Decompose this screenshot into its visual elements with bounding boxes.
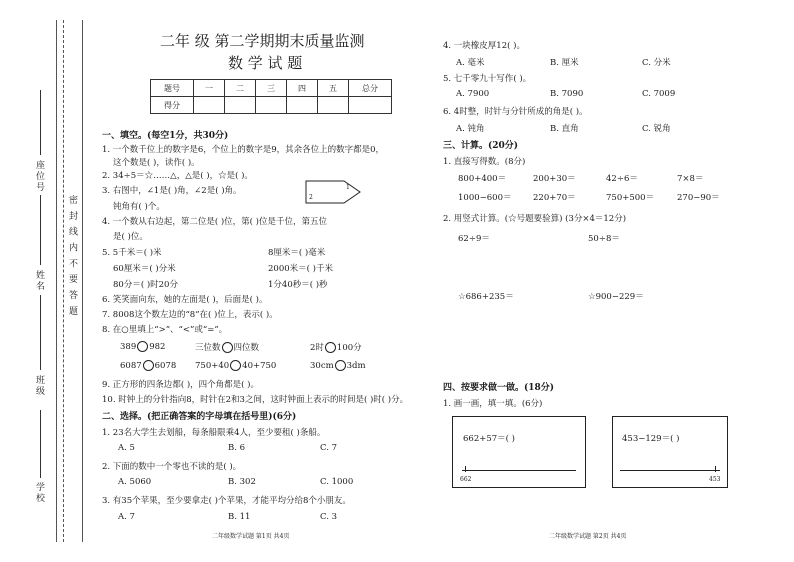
score-input-cell[interactable] bbox=[349, 97, 392, 114]
compare-circle[interactable] bbox=[325, 342, 336, 353]
score-cell: 三 bbox=[256, 80, 287, 97]
choice-4-option[interactable]: C. 分米 bbox=[642, 58, 671, 68]
name-line[interactable] bbox=[40, 195, 41, 265]
score-cell: 一 bbox=[194, 80, 225, 97]
score-cell: 二 bbox=[225, 80, 256, 97]
question-4b: 是( )位。 bbox=[113, 232, 148, 242]
compare-right: 40+750 bbox=[242, 361, 277, 371]
choice-5-option[interactable]: C. 7009 bbox=[642, 89, 676, 99]
box1-mark: 662 bbox=[460, 476, 472, 483]
choice-4-option[interactable]: B. 厘米 bbox=[550, 58, 579, 68]
compare-circle[interactable] bbox=[137, 341, 148, 352]
compare-left: 三位数 bbox=[195, 343, 221, 353]
calc-item[interactable]: 220+70＝ bbox=[533, 193, 576, 203]
box1-expression: 662+57＝( ) bbox=[463, 434, 515, 444]
choice-1: 1. 23名大学生去划船，每条船限乘4人，至少要租( )条船。 bbox=[102, 428, 326, 438]
choice-4-option[interactable]: A. 毫米 bbox=[456, 58, 485, 68]
compare-circle[interactable] bbox=[230, 360, 241, 371]
score-input-cell[interactable] bbox=[225, 97, 256, 114]
binding-line-outer bbox=[56, 20, 57, 542]
question-1a: 1. 一个数千位上的数字是6，个位上的数字是9，其余各位上的数字都是0， bbox=[102, 145, 385, 155]
choice-6-option[interactable]: B. 直角 bbox=[550, 124, 579, 134]
calc-item[interactable]: 270−90＝ bbox=[677, 193, 720, 203]
question-5-r2a: 60厘米＝( )分米 bbox=[113, 264, 176, 274]
binding-line-dashed bbox=[63, 20, 64, 542]
choice-1-option[interactable]: C. 7 bbox=[320, 443, 338, 453]
vertical-calc-item[interactable]: ☆900−229＝ bbox=[588, 292, 644, 302]
vertical-calc-item[interactable]: 50÷8＝ bbox=[588, 234, 620, 244]
page-footer-left: 二年级数学试题 第1页 共4页 bbox=[212, 533, 290, 540]
class-label: 班级 bbox=[34, 375, 44, 397]
compare-right: 6078 bbox=[154, 361, 177, 371]
compare-circle[interactable] bbox=[335, 360, 346, 371]
school-label: 学校 bbox=[34, 482, 44, 504]
question-3b: 钝角有( )个。 bbox=[113, 202, 165, 212]
score-cell: 四 bbox=[287, 80, 318, 97]
choice-1-option[interactable]: B. 6 bbox=[228, 443, 246, 453]
compare-right: 100分 bbox=[336, 343, 362, 353]
choice-2: 2. 下面的数中一个零也不读的是( )。 bbox=[102, 462, 242, 472]
question-1b: 这个数是( )，读作( )。 bbox=[113, 158, 200, 168]
angle-label-2: 2 bbox=[309, 194, 313, 201]
compare-item bbox=[195, 341, 259, 353]
question-6: 6. 笑笑面向东，她的左面是( )，后面是( )。 bbox=[102, 295, 268, 305]
compare-item bbox=[120, 360, 176, 371]
calc-item[interactable]: 42÷6＝ bbox=[606, 174, 638, 184]
name-label: 姓名 bbox=[34, 270, 44, 292]
score-table-header-row bbox=[151, 80, 392, 97]
compare-item bbox=[310, 341, 362, 353]
score-input-cell[interactable] bbox=[256, 97, 287, 114]
score-cell: 得分 bbox=[151, 97, 194, 114]
compare-right: 四位数 bbox=[233, 343, 260, 353]
question-5-r3b: 1分40秒＝( )秒 bbox=[268, 280, 328, 290]
compare-item bbox=[195, 360, 276, 371]
compare-left: 750+40 bbox=[195, 361, 230, 371]
choice-1-option[interactable]: A. 5 bbox=[118, 443, 135, 453]
choice-6-option[interactable]: C. 锐角 bbox=[642, 124, 671, 134]
calc-item[interactable]: 800+400＝ bbox=[458, 174, 507, 184]
question-3a: 3. 右图中，∠1是( )角，∠2是( )角。 bbox=[102, 186, 242, 196]
compare-item bbox=[120, 341, 165, 352]
number-line-1 bbox=[462, 470, 576, 471]
choice-6-option[interactable]: A. 钝角 bbox=[456, 124, 485, 134]
compare-circle[interactable] bbox=[222, 342, 233, 353]
page-footer-right: 二年级数学试题 第2页 共4页 bbox=[549, 533, 627, 540]
section1-title: 一、填空。(每空1分，共30分) bbox=[102, 131, 229, 141]
question-5-r3a: 80分＝( )时20分 bbox=[113, 280, 178, 290]
number-line-2 bbox=[620, 470, 720, 471]
choice-3-option[interactable]: B. 11 bbox=[228, 512, 251, 522]
question-4a: 4. 一个数从右边起，第二位是( )位，第( )位是千位，第五位 bbox=[102, 217, 327, 227]
compare-item bbox=[310, 360, 366, 371]
score-cell: 五 bbox=[318, 80, 349, 97]
score-input-cell[interactable] bbox=[194, 97, 225, 114]
calc-item[interactable]: 750+500＝ bbox=[606, 193, 655, 203]
score-table bbox=[150, 79, 392, 114]
section2-title: 二、选择。(把正确答案的字母填在括号里)(6分) bbox=[102, 412, 297, 422]
compare-right: 982 bbox=[149, 342, 166, 352]
question-10: 10. 时钟上的分针指向8，时针在2和3之间，这时钟面上表示的时间是( )时( )分。 bbox=[102, 395, 409, 405]
exam-title: 二年 级 第二学期期末质量监测 bbox=[160, 32, 365, 50]
seal-text: 密 封 线 内 不 要 答 题 bbox=[67, 195, 77, 318]
choice-4: 4. 一块橡皮厚12( )。 bbox=[443, 41, 525, 51]
choice-6: 6. 4时整，时针与分针所成的角是( )。 bbox=[443, 107, 588, 117]
compare-left: 6087 bbox=[120, 361, 142, 371]
class-line[interactable] bbox=[40, 295, 41, 370]
box2-expression: 453−129＝( ) bbox=[622, 434, 680, 444]
choice-3-option[interactable]: C. 3 bbox=[320, 512, 338, 522]
question-5-r1b: 8厘米＝( )毫米 bbox=[268, 248, 326, 258]
calc-item[interactable]: 7×8＝ bbox=[677, 174, 704, 184]
compare-left: 389 bbox=[120, 342, 137, 352]
draw-title: 1. 画一画，填一填。(6分) bbox=[443, 399, 543, 409]
question-5-r1a: 5. 5千米＝( )米 bbox=[102, 248, 162, 258]
compare-left: 30cm bbox=[310, 361, 334, 371]
choice-3: 3. 有35个苹果，至少要拿走( )个苹果，才能平均分给8个小朋友。 bbox=[102, 496, 351, 506]
choice-5-option[interactable]: A. 7900 bbox=[456, 89, 490, 99]
choice-5: 5. 七千零九十写作( )。 bbox=[443, 74, 532, 84]
question-2: 2. 34÷5＝☆……△，△是( )，☆是( )。 bbox=[102, 171, 253, 181]
compare-left: 2时 bbox=[310, 343, 324, 353]
question-5-r2b: 2000米＝( )千米 bbox=[268, 264, 333, 274]
section3-title: 三、计算。(20分) bbox=[443, 141, 519, 151]
choice-5-option[interactable]: B. 7090 bbox=[550, 89, 584, 99]
seat-no-line[interactable] bbox=[40, 90, 41, 155]
choice-2-option[interactable]: C. 1000 bbox=[320, 477, 354, 487]
section4-title: 四、按要求做一做。(18分) bbox=[443, 383, 555, 393]
calc2-title: 2. 用竖式计算。(☆号题要验算) (3分×4＝12分) bbox=[443, 214, 627, 224]
binding-line-inner bbox=[82, 20, 83, 542]
score-cell: 总分 bbox=[349, 80, 392, 97]
compare-right: 3dm bbox=[346, 361, 366, 371]
vertical-calc-item[interactable]: ☆686+235＝ bbox=[458, 292, 514, 302]
question-8: 8. 在○里填上“>”、“<”或“=”。 bbox=[102, 325, 228, 335]
choice-3-option[interactable]: A. 7 bbox=[118, 512, 135, 522]
score-input-cell[interactable] bbox=[287, 97, 318, 114]
score-table-score-row bbox=[151, 97, 392, 114]
number-line-box-1[interactable] bbox=[452, 416, 586, 488]
school-line[interactable] bbox=[40, 410, 41, 478]
angle-figure bbox=[304, 179, 362, 205]
box2-mark: 453 bbox=[709, 476, 721, 483]
angle-label-1: 1 bbox=[346, 184, 350, 191]
choice-2-option[interactable]: B. 302 bbox=[228, 477, 256, 487]
score-input-cell[interactable] bbox=[318, 97, 349, 114]
question-7: 7. 8008这个数左边的“8”在( )位上，表示( )。 bbox=[102, 310, 278, 320]
number-line-2-tick bbox=[715, 466, 716, 472]
vertical-calc-item[interactable]: 62÷9＝ bbox=[458, 234, 490, 244]
question-9: 9. 正方形的四条边都( )，四个角都是( )。 bbox=[102, 380, 259, 390]
exam-subtitle: 数 学 试 题 bbox=[228, 54, 303, 72]
score-cell: 题号 bbox=[151, 80, 194, 97]
calc-item[interactable]: 200+30＝ bbox=[533, 174, 576, 184]
choice-2-option[interactable]: A. 5060 bbox=[118, 477, 152, 487]
calc-item[interactable]: 1000−600＝ bbox=[458, 193, 512, 203]
compare-circle[interactable] bbox=[143, 360, 154, 371]
number-line-1-tick bbox=[465, 466, 466, 472]
seat-no-label: 座位号 bbox=[34, 160, 44, 193]
calc1-title: 1. 直接写得数。(8分) bbox=[443, 157, 526, 167]
